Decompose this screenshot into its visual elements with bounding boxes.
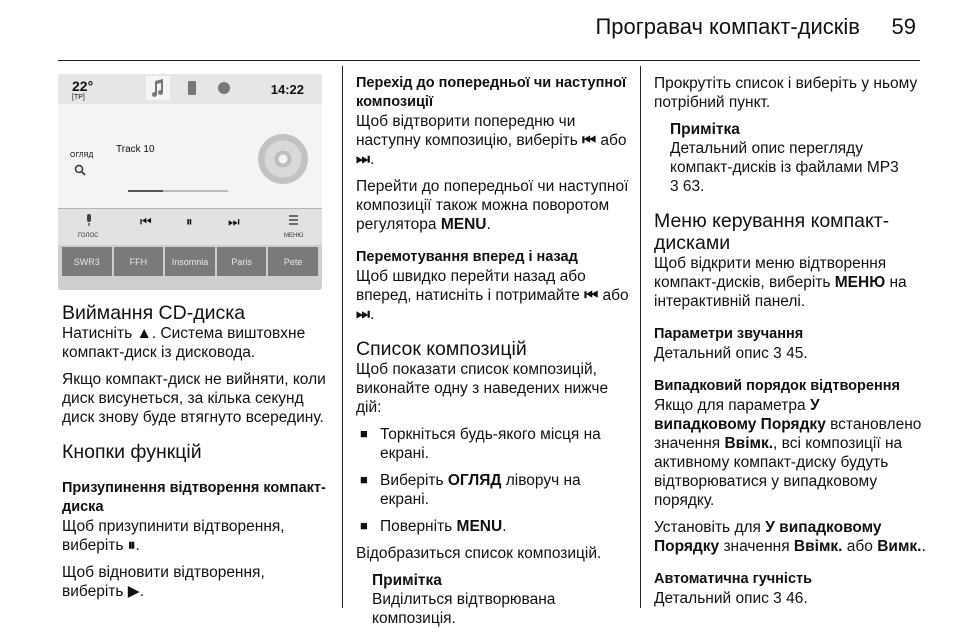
skip-text-a: Щоб відтворити попередню чи наступну композицію, виберіть [356,113,583,149]
column-2 [356,74,630,628]
phone-icon [180,76,204,100]
play-icon: ▶ [127,583,140,600]
sound-settings-text: Детальний опис 3 45. [654,345,808,362]
note-block [670,120,926,196]
cd-menu-bold: МЕНЮ [834,274,886,291]
microphone-icon [82,213,96,227]
menu-list-icon [288,213,302,227]
preset-button: SWR3 [62,247,112,276]
seek-text-b: . [369,306,375,323]
screen-preset-bar [58,244,322,276]
preset-button: Insomnia [165,247,215,276]
list-item [356,517,630,536]
bullet-3-text-b: . [502,518,507,535]
page-header-title: Програвач компакт-дисків [595,14,860,39]
shuffle2-text-a: Установіть для [654,519,766,536]
note-text: Виділиться відтворювана композиція. [372,591,556,627]
list-item: ■ Торкніться будь-якого місця на екрані. [356,425,630,463]
shuffle-text-c: , всі композиції на активному компакт-диску будуть відтворюватися у випадковому порядку. [654,435,903,509]
pause-text-b: . [135,537,140,554]
shuffle-heading: Випадковий порядок відтворення [654,378,900,394]
resume-text-b: . [139,583,144,600]
skip-knob-text-a: Перейти до попередньої чи наступної композиції також можна поворотом регулятора [356,178,629,233]
track-list-result: Відобразиться список композицій. [356,545,602,562]
menu-knob-word: MENU [440,216,487,233]
column-3 [654,74,926,616]
pause-text-a: Щоб призупинити відтворення, виберіть [62,518,285,554]
cd-menu-text-b: на інтерактивній панелі. [654,274,907,310]
screen-status-bar [58,74,322,105]
shuffle-text-a: Якщо для параметра [654,397,810,414]
shuffle2-bold-2: Ввімк. [793,538,843,555]
cd-disc-icon [258,134,308,184]
skip-text-or: або [596,132,627,149]
shuffle-bold-1: У випадковому Порядку [654,397,826,433]
music-note-icon [146,76,170,100]
pause-icon: ⏸ [127,537,136,554]
seek-text-a: Щоб швидко перейти назад або вперед, натисніть і потримайте [356,268,586,304]
shuffle-bold-2: Ввімк. [724,435,774,452]
bullet-2-bold: ОГЛЯД [447,472,502,489]
column-1 [62,302,330,609]
rewind-icon: ⏮ [584,287,599,304]
seek-heading: Перемотування вперед і назад [356,249,578,265]
skip-text-b: . [369,151,375,168]
shuffle2-bold-1: У випадковому Порядку [654,519,882,555]
list-item [356,471,630,509]
auto-volume-heading: Автоматична гучність [654,571,813,587]
skip-knob-text-b: . [486,216,491,233]
pause-heading: Призупинення відтворення компакт-диска [62,480,326,515]
shuffle2-text-b: значення [719,538,794,555]
next-track-icon: ⏭ [356,151,370,168]
shuffle2-text-or: або [842,538,878,555]
preset-button: FFH [114,247,164,276]
screen-clock: 14:22 [270,82,304,97]
shuffle2-bold-3: Вимк. [877,538,922,555]
eject-icon: ▲ [136,325,152,342]
scroll-paragraph: Прокрутіть список і виберіть у ньому потрібний пункт. [654,75,918,111]
eject-heading: Виймання CD-диска [62,302,246,324]
bullet-2-text-a: Виберіть [380,472,448,489]
skip-heading: Перехід до попередньої чи наступної композиції [356,75,627,110]
screen-pause-icon: ⏸ [186,214,193,229]
preset-button: Paris [217,247,267,276]
function-buttons-heading: Кнопки функцій [62,441,202,463]
fast-forward-icon: ⏭ [356,306,370,323]
track-list-heading: Список композицій [356,338,527,360]
resume-text-a: Щоб відновити відтворення, виберіть [62,564,265,600]
screen-browse-label: ОГЛЯД [70,152,94,159]
note-heading: Примітка [670,121,740,138]
eject-text-b: . Система виштовхне компакт-диск із дисковода. [62,325,306,361]
shuffle2-text-c: . [921,538,926,555]
sound-settings-heading: Параметри звучання [654,326,804,342]
screen-track-title: Track 10 [116,144,155,155]
header-rule [58,60,920,61]
seek-text-or: або [598,287,629,304]
note-reference: 3 63. [670,178,705,195]
infotainment-screenshot [58,74,322,290]
screen-previous-track-icon: ⏮ [140,214,152,229]
screen-tp-label: [TP] [72,94,85,101]
note-block [372,571,630,628]
eject-paragraph-2: Якщо компакт-диск не вийняти, коли диск висунеться, за кілька секунд диск знову буде втягнуто всередину. [62,371,326,426]
screen-progress-bar [128,190,228,192]
screen-temperature: 22° [72,78,94,94]
cd-menu-heading: Меню керування компакт-дисками [654,210,890,254]
note-heading: Примітка [372,572,442,589]
screen-progress-fill [128,190,163,192]
bullet-2-text-b: ліворуч на екрані. [380,472,581,508]
navigation-icon [212,76,236,100]
screen-menu-label: МЕНЮ [284,233,304,239]
cd-menu-text-a: Щоб відкрити меню відтворення компакт-дисків, виберіть [654,255,887,291]
preset-button: Pete [268,247,318,276]
page-number: 59 [891,14,916,39]
previous-track-icon: ⏮ [582,132,597,149]
screen-now-playing [58,104,322,208]
screen-voice-label: ГОЛОС [78,233,99,239]
column-divider-2 [640,66,641,608]
note-text: Детальний опис перегляду компакт-дисків із файлами MP3 [670,140,899,176]
track-list-intro: Щоб показати список композицій, виконайте одну з наведених нижче дій: [356,361,609,416]
auto-volume-text: Детальний опис 3 46. [654,590,808,607]
column-divider-1 [342,66,343,608]
screen-next-track-icon: ⏭ [228,214,240,229]
bullet-3-bold: MENU [456,518,503,535]
search-icon [74,164,86,176]
bullet-3-text-a: Поверніть [380,518,457,535]
shuffle-text-b: встановлено значення [654,416,922,452]
eject-text-a: Натисніть [62,325,137,342]
